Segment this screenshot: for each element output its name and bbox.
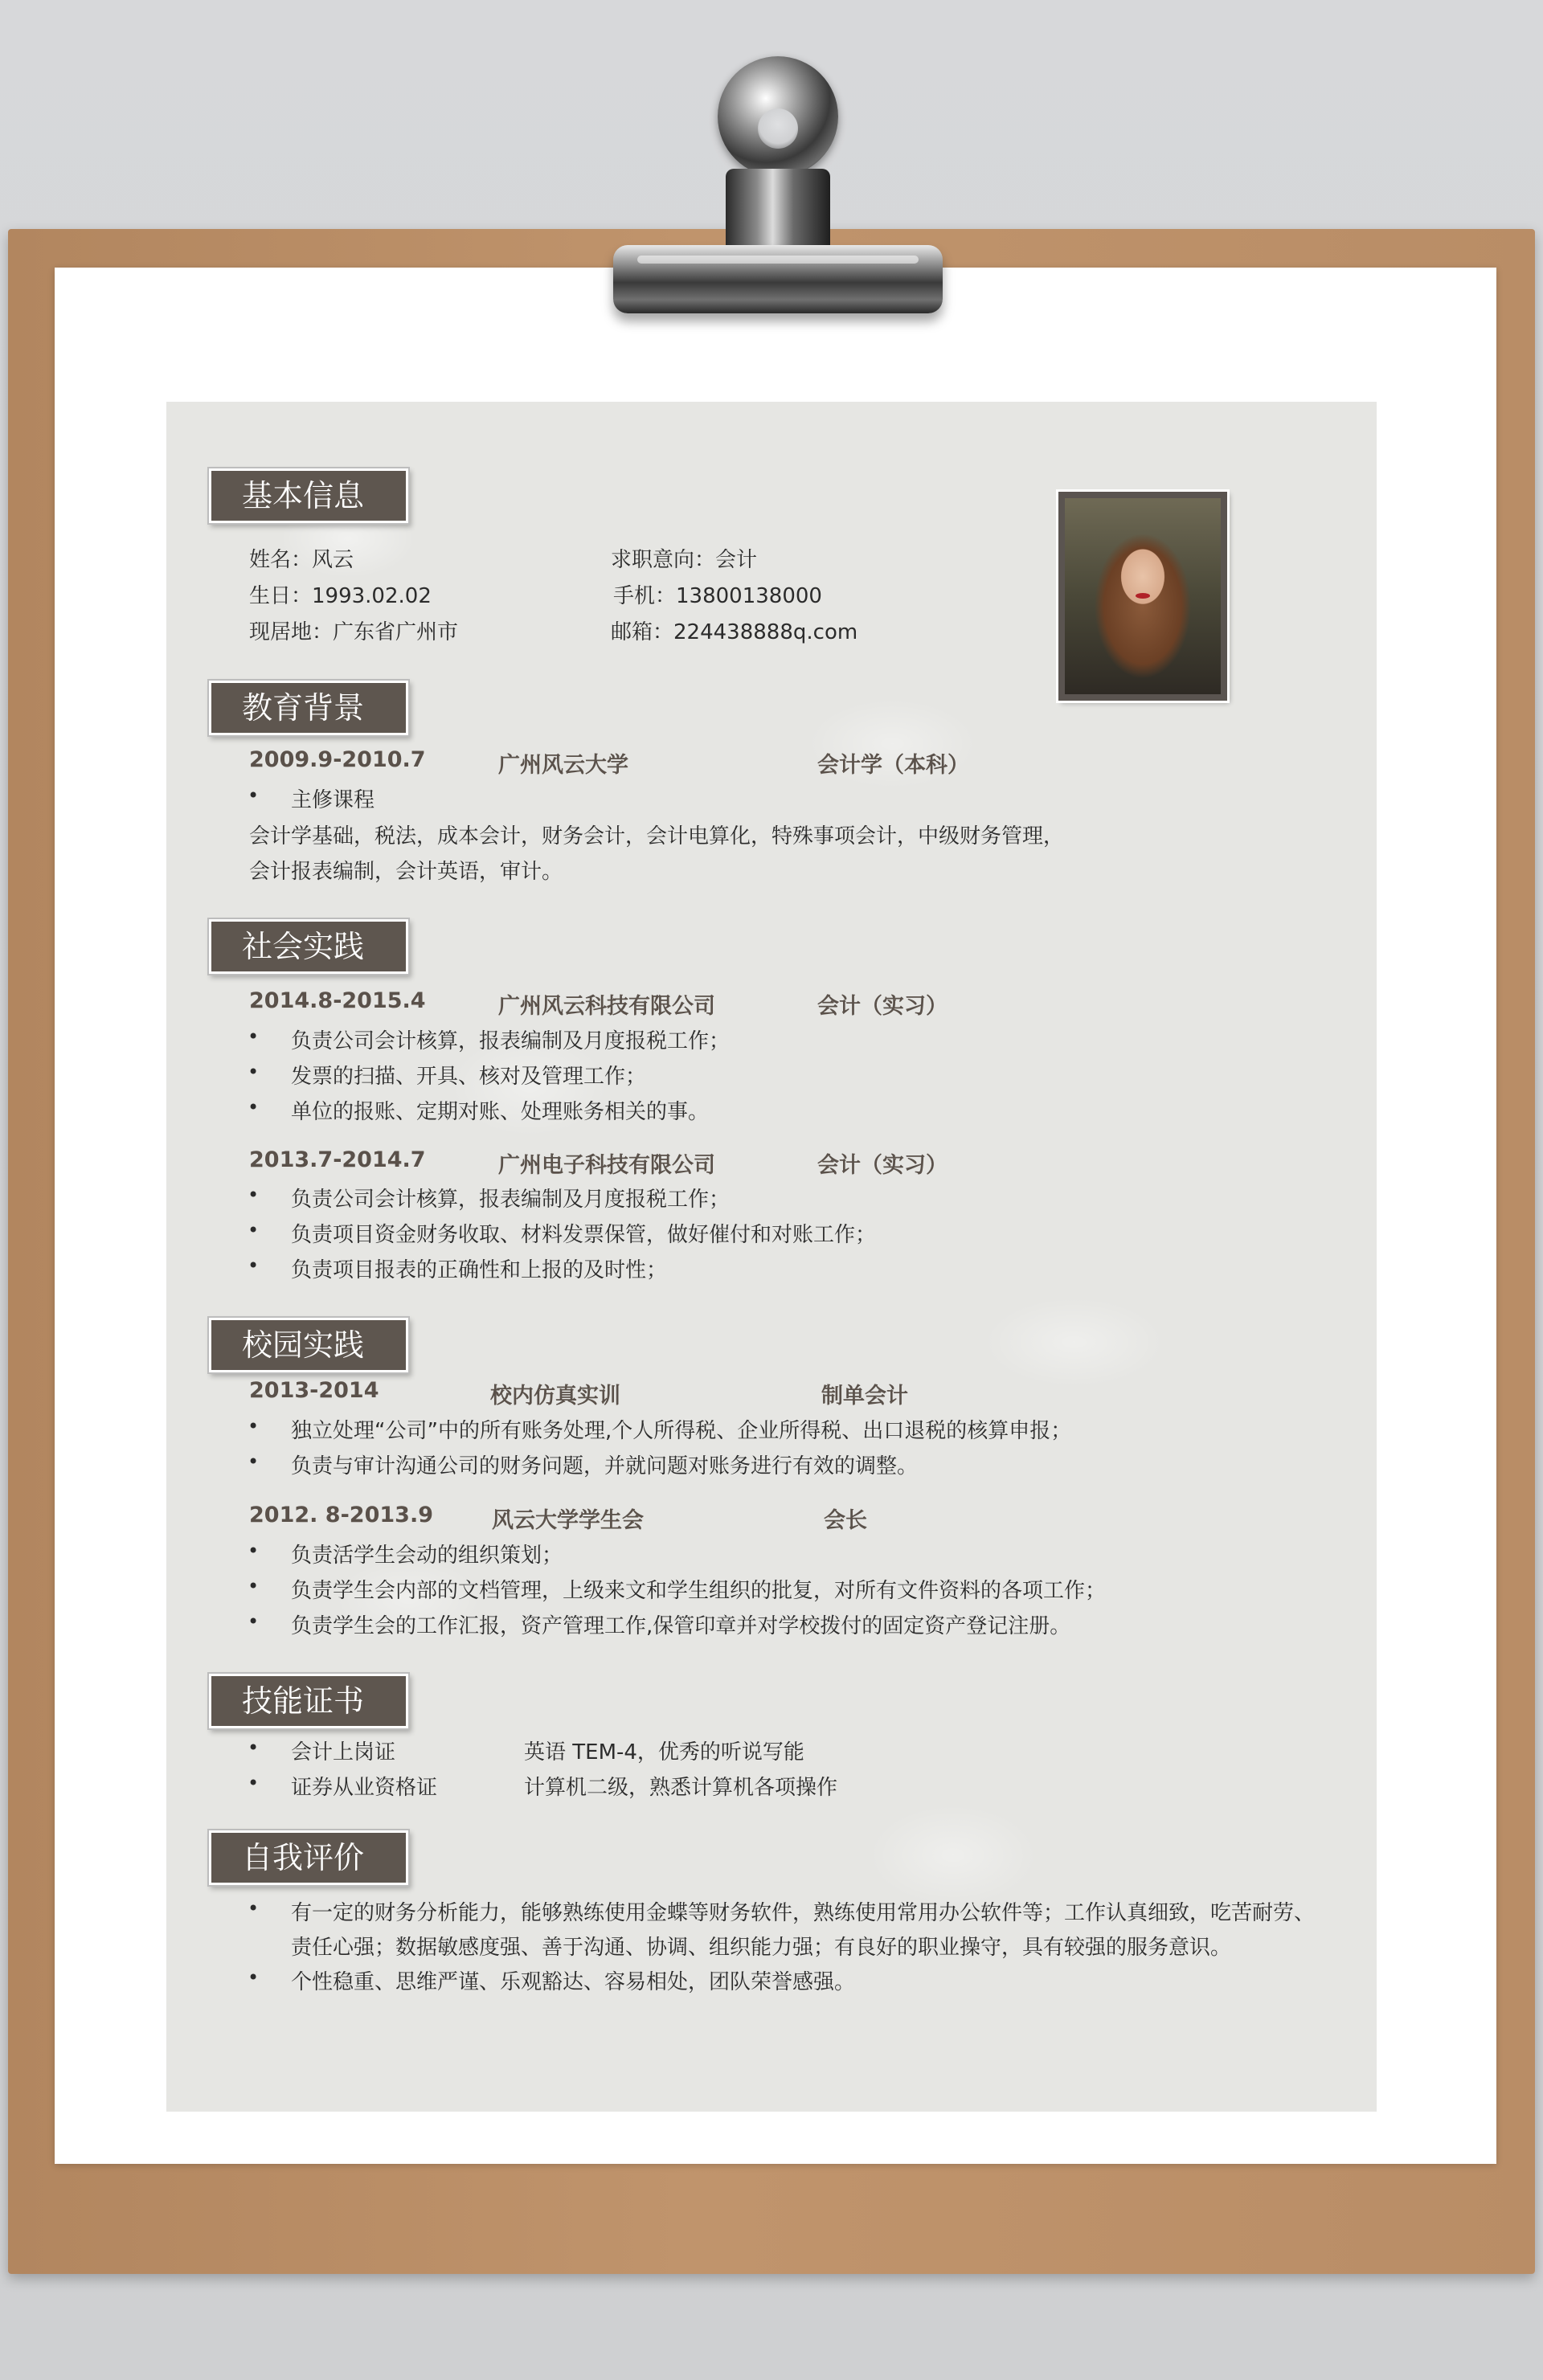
- skill-desc: 英语 TEM-4，优秀的听说写能: [524, 1740, 804, 1765]
- bullet: •: [248, 1966, 260, 1989]
- campus-period: 2012. 8-2013.9: [249, 1503, 433, 1527]
- section-title-campus: 校园实践: [211, 1320, 406, 1370]
- campus-org: 校内仿真实训: [490, 1384, 620, 1409]
- portrait-image: [1065, 498, 1221, 694]
- binder-clip-icon: [577, 48, 947, 354]
- campus-item: 负责活学生会动的组织策划；: [291, 1544, 563, 1568]
- bullet: •: [248, 1575, 260, 1597]
- bullet: •: [248, 1415, 260, 1437]
- bullet: •: [248, 1610, 260, 1633]
- self-eval-line: 责任心强；数据敏感度强、善于沟通、协调、组织能力强；有良好的职业操守，具有较强的服务意识。: [291, 1936, 1232, 1960]
- social-item: 负责公司会计核算，报表编制及月度报税工作；: [291, 1188, 731, 1212]
- section-title-education: 教育背景: [211, 683, 406, 733]
- profile-photo: [1058, 492, 1227, 701]
- basic-email: 邮箱：224438888q.com: [611, 620, 858, 644]
- campus-item: 负责学生会内部的文档管理，上级来文和学生组织的批复，对所有文件资料的各项工作；: [291, 1579, 1107, 1603]
- self-eval-line: 个性稳重、思维严谨、乐观豁达、容易相处，团队荣誉感强。: [291, 1970, 856, 1994]
- social-period: 2014.8-2015.4: [249, 988, 426, 1013]
- section-title-social: 社会实践: [211, 922, 406, 971]
- bullet: •: [248, 1772, 260, 1794]
- bullet: •: [248, 1219, 260, 1241]
- social-org: 广州风云科技有限公司: [498, 994, 715, 1019]
- basic-intent: 求职意向：会计: [611, 548, 758, 572]
- campus-item: 独立处理“公司”中的所有账务处理,个人所得税、企业所得税、出口退税的核算申报；: [291, 1419, 1072, 1443]
- skill-desc: 计算机二级，熟悉计算机各项操作: [524, 1776, 838, 1800]
- social-item: 负责项目资金财务收取、材料发票保管，做好催付和对账工作；: [291, 1223, 877, 1247]
- campus-role: 会长: [824, 1508, 867, 1533]
- basic-birth: 生日：1993.02.02: [249, 584, 432, 608]
- education-course-title: 主修课程: [291, 788, 375, 812]
- bullet: •: [248, 784, 260, 807]
- bullet: •: [248, 1254, 260, 1277]
- campus-item: 负责与审计沟通公司的财务问题，并就问题对账务进行有效的调整。: [291, 1454, 919, 1478]
- campus-item: 负责学生会的工作汇报，资产管理工作,保管印章并对学校拨付的固定资产登记注册。: [291, 1614, 1071, 1638]
- section-title-self: 自我评价: [211, 1833, 406, 1883]
- bullet: •: [248, 1450, 260, 1473]
- education-course-line: 会计报表编制，会计英语，审计。: [249, 860, 563, 884]
- section-title-basic: 基本信息: [211, 471, 406, 521]
- social-role: 会计（实习）: [817, 1153, 947, 1178]
- social-item: 发票的扫描、开具、核对及管理工作；: [291, 1065, 647, 1089]
- campus-period: 2013-2014: [249, 1378, 379, 1403]
- bullet: •: [248, 1736, 260, 1759]
- bullet: •: [248, 1096, 260, 1118]
- section-title-skills: 技能证书: [211, 1676, 406, 1726]
- bullet: •: [248, 1184, 260, 1206]
- education-school: 广州风云大学: [498, 753, 628, 778]
- social-item: 单位的报账、定期对账、处理账务相关的事。: [291, 1100, 710, 1124]
- self-eval-line: 有一定的财务分析能力，能够熟练使用金蝶等财务软件，熟练使用常用办公软件等；工作认真细致，吃苦耐劳、: [291, 1901, 1316, 1925]
- bullet: •: [248, 1061, 260, 1083]
- bullet: •: [248, 1025, 260, 1048]
- education-major: 会计学（本科）: [817, 753, 969, 778]
- skill-cert: 会计上岗证: [291, 1740, 396, 1765]
- education-period: 2009.9-2010.7: [249, 747, 426, 772]
- bullet: •: [248, 1540, 260, 1562]
- social-period: 2013.7-2014.7: [249, 1147, 426, 1172]
- basic-address: 现居地：广东省广州市: [249, 620, 459, 644]
- basic-phone: 手机：13800138000: [613, 584, 822, 608]
- education-course-line: 会计学基础，税法，成本会计，财务会计，会计电算化，特殊事项会计，中级财务管理，: [249, 824, 1065, 849]
- basic-name: 姓名：风云: [249, 548, 354, 572]
- campus-role: 制单会计: [821, 1384, 908, 1409]
- campus-org: 风云大学学生会: [492, 1508, 644, 1533]
- bullet: •: [248, 1897, 260, 1920]
- skill-cert: 证券从业资格证: [291, 1776, 438, 1800]
- social-item: 负责公司会计核算，报表编制及月度报税工作；: [291, 1029, 731, 1053]
- social-org: 广州电子科技有限公司: [498, 1153, 715, 1178]
- social-item: 负责项目报表的正确性和上报的及时性；: [291, 1258, 668, 1282]
- social-role: 会计（实习）: [817, 994, 947, 1019]
